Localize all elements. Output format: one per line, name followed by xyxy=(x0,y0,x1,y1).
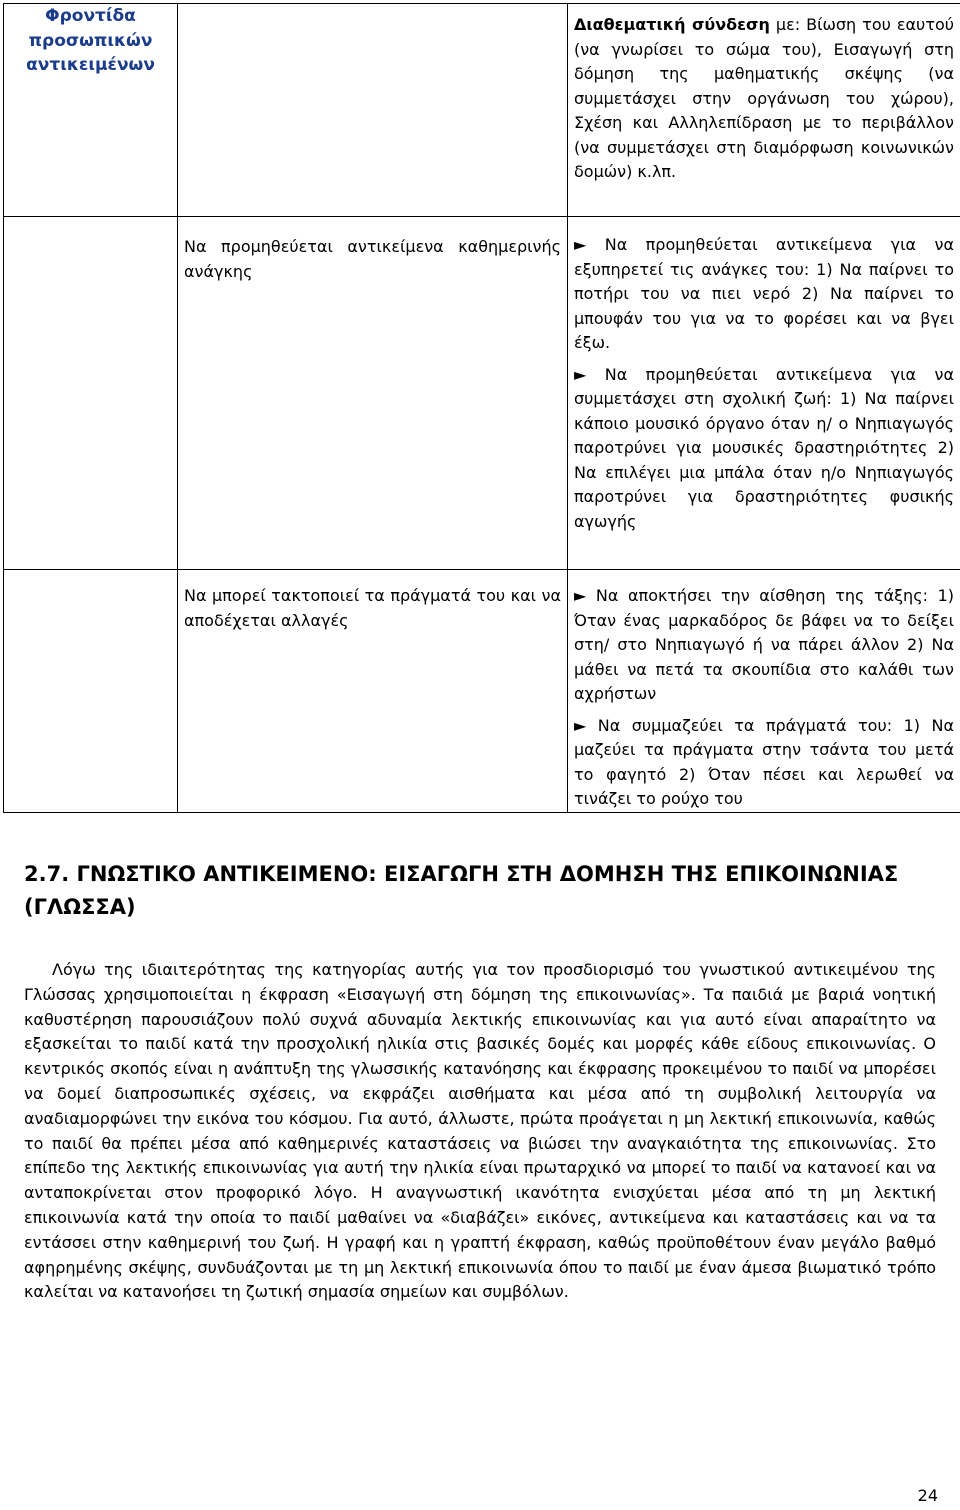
section-heading: 2.7. ΓΝΩΣΤΙΚΟ ΑΝΤΙΚΕΙΜΕΝΟ: ΕΙΣΑΓΩΓΗ ΣΤΗ ΔΟΜΗΣΗ ΤΗΣ ΕΠΙΚΟΙΝΩΝΙΑΣ (ΓΛΩΣΣΑ) xyxy=(24,862,899,919)
table-row xyxy=(4,4,960,217)
activity-item: ► Να αποκτήσει την αίσθηση της τάξης: 1) Όταν ένας μαρκαδόρος δε βάφει να το δείξει στη/ στο Νηπιαγωγό ή να πάρει άλλον 2) Να μάθει να πετά τα σκουπίδια στο καλάθι των αχρήστων xyxy=(574,586,954,703)
cross-curricular-label: Διαθεματική σύνδεση xyxy=(574,15,770,34)
goal-cell xyxy=(178,570,568,813)
cross-curricular-text: με: Βίωση του εαυτού (να γνωρίσει το σώμα του), Εισαγωγή στη δόμηση της μαθηματικής σκέψης (να συμμετάσχει στην οργάνωση του χώρου), Σχέση και Αλληλεπίδραση με το περιβάλλον (να συμμετάσχει στη διαμόρφωση κοινωνικών δομών) κ.λπ. xyxy=(574,15,954,181)
activities-cell xyxy=(568,217,960,570)
page-number: 24 xyxy=(917,1486,938,1505)
table-row xyxy=(4,217,960,570)
curriculum-table xyxy=(3,3,960,813)
goal-text: Να μπορεί τακτοποιεί τα πράγματά του και να αποδέχεται αλλαγές xyxy=(184,586,561,630)
activity-item: ► Να προμηθεύεται αντικείμενα για να εξυπηρετεί τις ανάγκες του: 1) Να παίρνει το ποτήρι του να πιει νερό 2) Να παίρνει το μπουφάν του για να το φορέσει και να βγει έξω. xyxy=(574,235,954,352)
section-paragraph: Λόγω της ιδιαιτερότητας της κατηγορίας αυτής για τον προσδιορισμό του γνωστικού αντικειμένου της Γλώσσας χρησιμοποιείται η έκφραση «Εισαγωγή στη δόμηση της επικοινωνίας». Τα παιδιά με βαριά νοητική καθυστέρηση παρουσιάζουν πολύ συχνά αδυναμία λεκτικής επικοινωνίας και για αυτό είναι απαραίτητο να εξασκείται το παιδί κατά την προσχολική ηλικία στις βασικές δομές και μορφές κάθε είδους επικοινωνίας. Ο κεντρικός σκοπός είναι η ανάπτυξη της γλωσσικής κατανόησης και έκφρασης προκειμένου το παιδί να μπορέσει να δομεί διαπροσωπικές σχέσεις, να εκφράζει αισθήματα και μέσα από τη συμβολική λειτουργία να αναδιαμορφώνει την εικόνα του κόσμου. Για αυτό, άλλωστε, πρώτα προάγεται η μη λεκτική επικοινωνία, καθώς το παιδί θα πρέπει μέσα από καθημερινές καταστάσεις να βιώσει την αναγκαιότητα της επικοινωνίας. Στο επίπεδο της λεκτικής επικοινωνίας για αυτή την ηλικία είναι πρωταρχικό να μπορεί το παιδί να κατανοεί και να ανταποκρίνεται στον προφορικό λόγο. Η αναγνωστική ικανότητα ενισχύεται μέσα από τη μη λεκτική επικοινωνία κατά την οποία το παιδί μαθαίνει να «διαβάζει» εικόνες, αντικείμενα και καταστάσεις και να τα εντάσσει στην καθημερινή του ζωή. Η γραφή και η γραπτή έκφραση, καθώς προϋποθέτουν έναν μεγάλο βαθμό αφηρημένης σκέψης, συνδυάζονται με τη μη λεκτική επικοινωνία όπου το παιδί με έναν άμεσα βιωματικό τρόπο καλείται να κατανοήσει τη ζωτική σημασία σημείων και συμβόλων. xyxy=(24,960,936,1302)
goal-cell xyxy=(178,217,568,570)
cross-curricular-note xyxy=(574,13,954,185)
category-cell xyxy=(4,4,178,217)
activities-cell xyxy=(568,4,960,217)
activities-cell xyxy=(568,570,960,813)
category-cell xyxy=(4,570,178,813)
category-title: Φροντίδα προσωπικών αντικειμένων xyxy=(26,6,155,75)
activity-item: ► Να προμηθεύεται αντικείμενα για να συμμετάσχει στη σχολική ζωή: 1) Να παίρνει κάποιο μουσικό όργανο όταν η/ ο Νηπιαγωγός παροτρύνει για μουσικές δραστηριότητες 2) Να επιλέγει μια μπάλα όταν η/ο Νηπιαγωγός παροτρύνει για δραστηριότητες φυσικής αγωγής xyxy=(574,364,954,531)
table-row xyxy=(4,570,960,813)
activity-item: ► Να συμμαζεύει τα πράγματά του: 1) Να μαζεύει τα πράγματα στην τσάντα του μετά το φαγητό 2) Όταν πέσει και λερωθεί να τινάζει το ρούχο του xyxy=(574,715,954,808)
goal-text: Να προμηθεύεται αντικείμενα καθημερινής ανάγκης xyxy=(184,237,561,281)
goal-cell xyxy=(178,4,568,217)
category-cell xyxy=(4,217,178,570)
